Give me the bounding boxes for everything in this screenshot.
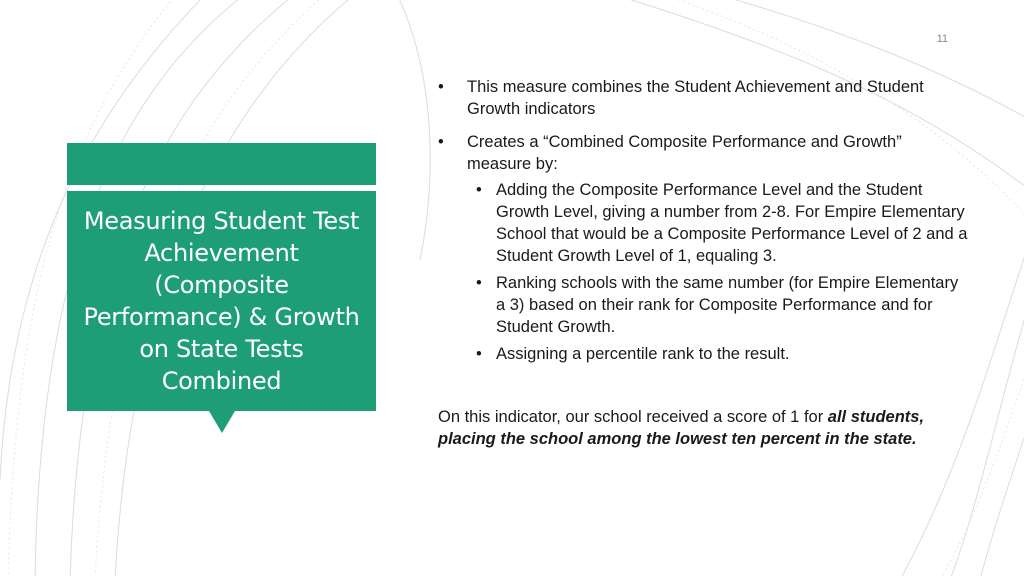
sub-bullet-item [467, 272, 968, 338]
bullet-text: This measure combines the Student Achievement and Student Growth indicators [467, 78, 924, 118]
sub-bullet-marker: • [476, 345, 482, 363]
bullet-item [438, 76, 968, 120]
content-body [438, 76, 968, 450]
sub-bullet-text: Adding the Composite Performance Level and the Student Growth Level, giving a number from 2-8. For Empire Elementary School that would be a Composite Performance Level of 2 and a Student Growth Level of 1, equaling 3. [496, 181, 968, 265]
sub-bullet-item [467, 343, 968, 365]
bullet-marker: • [438, 133, 444, 151]
sub-bullet-text: Ranking schools with the same number (for Empire Elementary a 3) based on their rank for Composite Performance and for Student Growth. [496, 274, 959, 336]
title-accent-strip [67, 143, 376, 185]
conclusion-emphasis: all students, placing the school among the lowest ten percent in the state. [438, 408, 925, 448]
bg-arc [395, 0, 430, 260]
sub-bullet-text: Assigning a percentile rank to the result. [496, 345, 790, 363]
bullet-item [438, 131, 968, 365]
page-number: 11 [936, 33, 948, 45]
conclusion-prefix: On this indicator, our school received a score of 1 for [438, 408, 828, 426]
sub-bullet-list [467, 179, 968, 365]
bg-arc [980, 420, 1024, 576]
sub-bullet-marker: • [476, 274, 482, 292]
sub-bullet-item [467, 179, 968, 267]
sub-bullet-marker: • [476, 181, 482, 199]
bullet-list [438, 76, 968, 365]
title-box [67, 191, 376, 411]
bullet-marker: • [438, 78, 444, 96]
title-pointer [209, 411, 235, 433]
bullet-text: Creates a “Combined Composite Performance and Growth” measure by: [467, 133, 902, 173]
conclusion-text [438, 406, 968, 450]
slide-title: Measuring Student Test Achievement (Composite Performance) & Growth on State Tests Combined [83, 207, 360, 395]
